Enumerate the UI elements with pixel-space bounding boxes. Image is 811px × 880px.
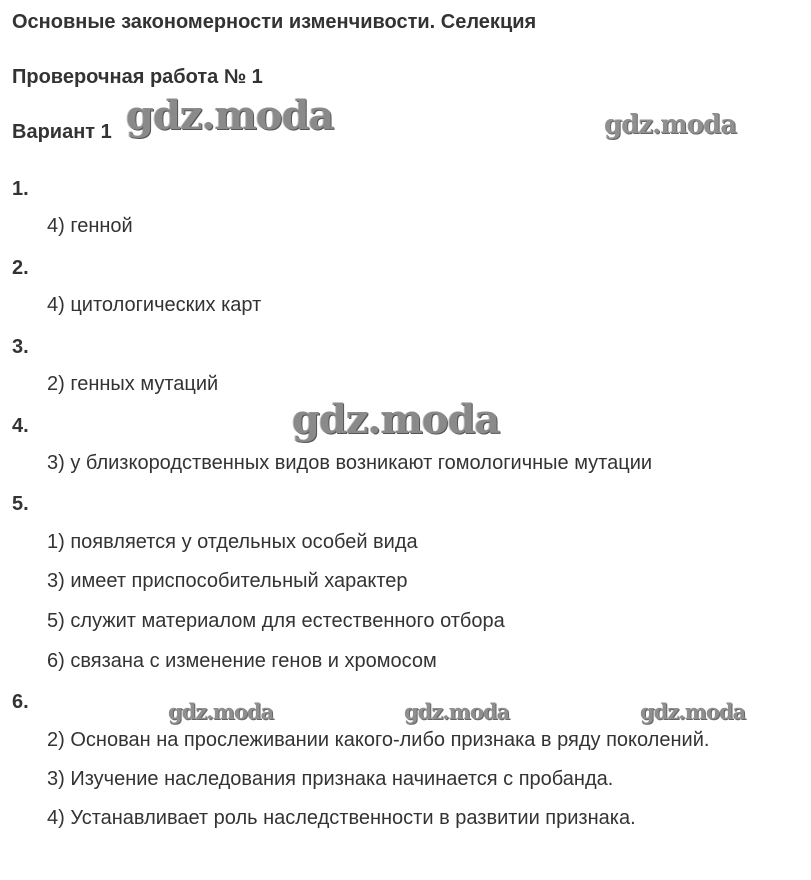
watermark-logo: gdz.moda bbox=[292, 396, 500, 443]
answer-item: 2) Основан на прослеживании какого-либо признака в ряду поколений. bbox=[47, 729, 710, 751]
answer-item: 2) генных мутаций bbox=[47, 373, 219, 395]
question-number: 2. bbox=[12, 257, 29, 279]
answer-item: 3) имеет приспособительный характер bbox=[47, 570, 408, 592]
page-title: Основные закономерности изменчивости. Селекция bbox=[12, 11, 537, 33]
answer-item: 3) у близкородственных видов возникают гомологичные мутации bbox=[47, 452, 653, 474]
answer-item: 4) генной bbox=[47, 215, 133, 237]
watermark-logo: gdz.moda bbox=[604, 110, 737, 140]
answer-item: 1) появляется у отдельных особей вида bbox=[47, 531, 418, 553]
watermark-logo: gdz.moda bbox=[126, 92, 334, 139]
answer-item: 5) служит материалом для естественного отбора bbox=[47, 610, 505, 632]
watermark-logo: gdz.moda bbox=[168, 699, 274, 724]
question-number: 3. bbox=[12, 336, 29, 358]
answer-item: 6) связана с изменение генов и хромосом bbox=[47, 650, 437, 672]
variant-label: Вариант 1 bbox=[12, 121, 112, 143]
question-number: 5. bbox=[12, 493, 29, 515]
watermark-logo: gdz.moda bbox=[404, 699, 510, 724]
answer-item: 3) Изучение наследования признака начинается с пробанда. bbox=[47, 768, 614, 790]
test-subtitle: Проверочная работа № 1 bbox=[12, 66, 263, 88]
question-number: 1. bbox=[12, 178, 29, 200]
question-number: 6. bbox=[12, 691, 29, 713]
watermark-logo: gdz.moda bbox=[640, 699, 746, 724]
question-number: 4. bbox=[12, 415, 29, 437]
answer-item: 4) цитологических карт bbox=[47, 294, 262, 316]
answer-item: 4) Устанавливает роль наследственности в развитии признака. bbox=[47, 807, 636, 829]
